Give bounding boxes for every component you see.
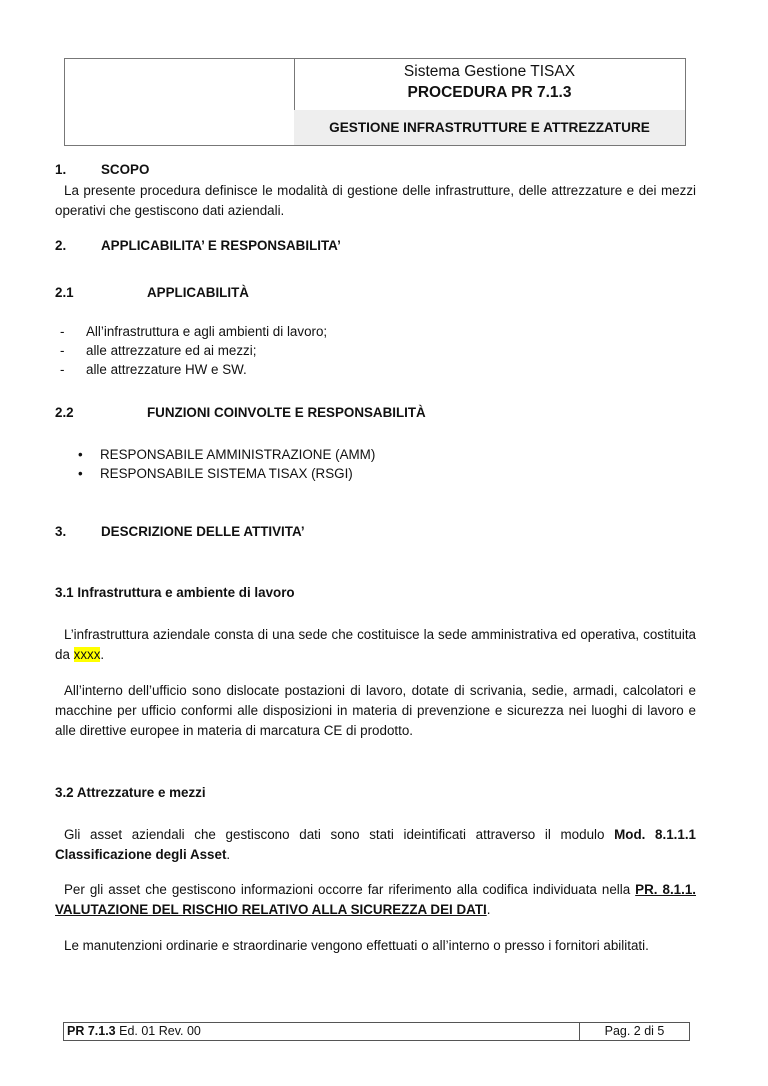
procedure-title: GESTIONE INFRASTRUTTURE E ATTREZZATURE xyxy=(329,120,650,135)
section-3-1-paragraph-2: All’interno dell’ufficio sono dislocate postazioni di lavoro, dotate di scrivania, sedie, armadi, calcolatori e macchine per ufficio conformi alle disposizioni in materia di prevenzione e sicurezza nei luoghi di lavoro e alle direttive europee in materia di marcatura CE di prodotto. xyxy=(55,683,696,738)
header-title-cell xyxy=(294,59,685,111)
section-number: 3. xyxy=(55,524,67,539)
section-3-2-paragraph-1: Gli asset aziendali che gestiscono dati sono stati ideintificati attraverso il modulo Mod. 8.1.1.1 Classificazione degli Asset. xyxy=(55,827,697,862)
section-2-1-heading xyxy=(55,283,249,303)
procedure-reference-link[interactable]: PR. 8.1.1. VALUTAZIONE DEL RISCHIO RELATIVO ALLA SICUREZZA DEI DATI xyxy=(55,882,696,917)
footer-page-number: Pag. 2 di 5 xyxy=(604,1024,665,1038)
highlighted-placeholder: xxxx xyxy=(73,647,101,662)
section-3-2-paragraph-2: Per gli asset che gestiscono informazioni occorre far riferimento alla codifica individuata nella PR. 8.1.1. VALUTAZIONE DEL RISCHIO RELATIVO ALLA SICUREZZA DEI DATI. xyxy=(55,882,696,917)
section-3-2-paragraph-3: Le manutenzioni ordinarie e straordinarie vengono effettuati o all’interno o presso i fornitori abilitati. xyxy=(64,938,649,953)
document-header-table xyxy=(64,58,686,146)
logo-cell xyxy=(65,59,295,145)
bullet-icon: • xyxy=(78,447,83,462)
module-reference: Mod. 8.1.1.1 Classificazione degli Asset xyxy=(55,827,697,862)
procedure-code: PROCEDURA PR 7.1.3 xyxy=(407,84,572,101)
section-number: 2.1 xyxy=(55,285,74,300)
system-title: Sistema Gestione TISAX xyxy=(403,63,576,80)
section-3-2-heading: 3.2 Attrezzature e mezzi xyxy=(55,785,206,800)
responsibility-list xyxy=(60,445,375,483)
list-item: - alle attrezzature HW e SW. xyxy=(60,360,327,379)
section-2-2-heading xyxy=(55,403,426,423)
dash-bullet-icon: - xyxy=(60,362,65,377)
dash-bullet-icon: - xyxy=(60,343,65,358)
section-3-1-paragraph-1: L’infrastruttura aziendale consta di una sede che costituisce la sede amministrativa ed operativa, costituita da xxxx. xyxy=(55,627,696,662)
section-1-heading xyxy=(55,160,149,180)
bullet-icon: • xyxy=(78,466,83,481)
list-item: - alle attrezzature ed ai mezzi; xyxy=(60,341,327,360)
document-footer-table xyxy=(63,1022,690,1041)
section-title: SCOPO xyxy=(101,162,150,177)
footer-edition: Ed. 01 Rev. 00 xyxy=(115,1024,201,1038)
applicability-list xyxy=(60,322,327,379)
list-item: • RESPONSABILE SISTEMA TISAX (RSGI) xyxy=(60,464,375,483)
section-title: APPLICABILITA’ E RESPONSABILITA’ xyxy=(101,238,341,253)
list-item: • RESPONSABILE AMMINISTRAZIONE (AMM) xyxy=(60,445,375,464)
section-title: APPLICABILITÀ xyxy=(147,285,249,300)
footer-doc-code: PR 7.1.3 xyxy=(67,1024,116,1038)
section-number: 2. xyxy=(55,238,67,253)
section-title: DESCRIZIONE DELLE ATTIVITA’ xyxy=(101,524,305,539)
dash-bullet-icon: - xyxy=(60,324,65,339)
section-title: FUNZIONI COINVOLTE E RESPONSABILITÀ xyxy=(147,405,426,420)
section-2-heading xyxy=(55,236,341,256)
section-3-1-heading: 3.1 Infrastruttura e ambiente di lavoro xyxy=(55,585,295,600)
section-number: 2.2 xyxy=(55,405,74,420)
procedure-title-cell xyxy=(294,110,685,145)
section-1-body: La presente procedura definisce le modalità di gestione delle infrastrutture, delle attrezzature e dei mezzi operativi che gestiscono dati aziendali. xyxy=(55,183,696,218)
section-3-heading xyxy=(55,522,305,542)
list-item: - All’infrastruttura e agli ambienti di lavoro; xyxy=(60,322,327,341)
section-number: 1. xyxy=(55,162,67,177)
footer-doc-info xyxy=(64,1023,580,1040)
